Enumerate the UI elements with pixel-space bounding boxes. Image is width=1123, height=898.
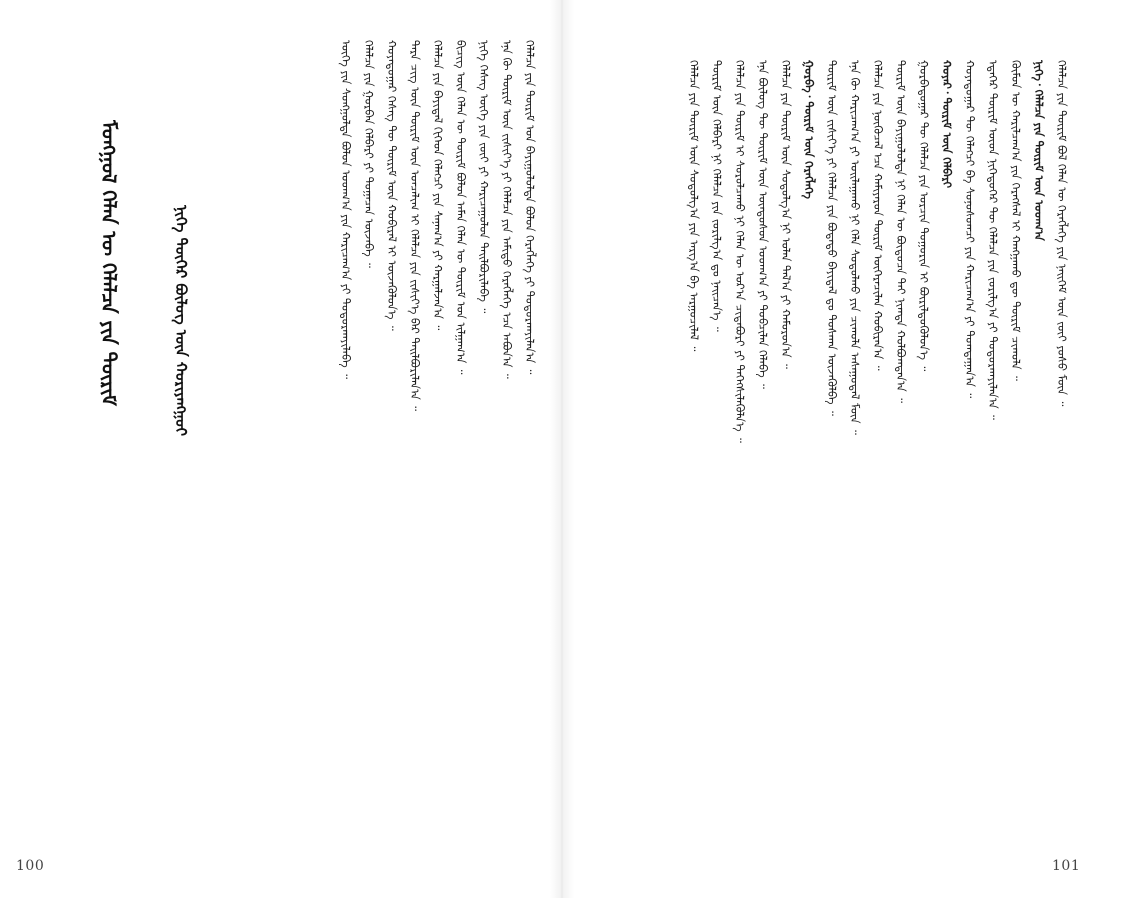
right-heading-1: ᠨᠢᠭᠡ᠂ ᠬᠡᠯᠡᠯᠴᠡ ᠶᠢᠨ ᠳᠦᠷᠢᠮ ᠦᠨ ᠤᠳᠬ᠎ᠠ bbox=[1032, 60, 1046, 241]
right-body-line-1: ᠬᠡᠯᠡᠯᠴᠡ ᠶᠢᠨ ᠳᠦᠷᠢᠮ ᠪᠣᠯ ᠬᠡᠯᠡᠨ ᠦ ᠬᠡᠷᠡᠭᠯᠡᠭᠡ ᠶᠢᠨ ᠨᠡᠢᠭᠡᠮ ᠦᠨ ᠵᠦᠢ ᠶᠣᠰᠣ ᠮᠥᠨ ᠃ bbox=[1055, 60, 1069, 407]
right-body-line-8: ᠡᠨᠡ ᠬᠦ ᠬᠠᠷᠢᠴᠠᠭ᠎ᠠ ᠶᠢ ᠣᠢᠯᠠᠭᠠᠬᠤ ᠨᠢ ᠬᠡᠯᠡ ᠰᠤᠳᠤᠯᠬᠤ ᠶᠢᠨ ᠴᠢᠬᠤᠯᠠ ᠠᠰᠠᠭᠤᠳᠠᠯ ᠮᠥᠨ ᠃ bbox=[848, 60, 862, 435]
left-body-line-4: ᠪᠢᠴᠢᠭ ᠦᠨ ᠬᠡᠯᠡᠨ ᠦ ᠳᠦᠷᠢᠮ ᠪᠣᠯᠣᠨ ᠠᠮᠠᠨ ᠬᠡᠯᠡᠨ ᠦ ᠳᠦᠷᠢᠮ ᠤᠨ ᠢᠯᠭᠠᠭ᠎ᠠ ᠃ bbox=[454, 40, 468, 375]
left-body-line-1: ᠬᠡᠯᠡᠯᠴᠡ ᠶᠢᠨ ᠳᠦᠷᠢᠮ ᠤᠨ ᠪᠠᠶᠢᠭᠤᠯᠤᠯᠲᠠ ᠪᠣᠯᠣᠨ ᠬᠡᠷᠡᠭᠯᠡᠭᠡ ᠶᠢ ᠲᠣᠳᠣᠷᠬᠠᠶᠢᠯᠠᠨ᠎ᠠ ᠃ bbox=[523, 40, 537, 375]
left-body-line-2: ᠡᠨᠡ ᠬᠦ ᠳᠦᠷᠢᠮ ᠦᠨ ᠵᠢᠱᠢᠶ᠎ᠡ ᠶᠢ ᠬᠡᠯᠡᠯᠴᠡ ᠶᠢᠨ ᠠᠮᠢᠳᠤ ᠬᠡᠷᠡᠭᠯᠡᠭᠡ ᠡᠴᠡ ᠠᠪᠤᠨ᠎ᠠ ᠃ bbox=[500, 40, 514, 379]
right-body-line-2: ᠬᠦᠮᠦᠨ ᠦ ᠬᠠᠷᠢᠯᠴᠠᠭ᠎ᠠ ᠶᠢᠨ ᠬᠡᠷᠡᠭᠰᠡᠯ ᠢ ᠬᠠᠩᠭᠠᠬᠤ ᠳᠦ ᠳᠦᠷᠢᠮ ᠴᠢᠬᠤᠯᠠ ᠃ bbox=[1009, 60, 1023, 381]
left-body-line-7: ᠬᠣᠶᠠᠳᠤᠭᠠᠷ ᠬᠡᠰᠡᠭ ᠲᠦ ᠳᠦᠷᠢᠮ ᠦᠨ ᠬᠤᠪᠢᠷᠠᠯ ᠢ ᠦᠵᠡᠭᠦᠯᠦᠨ᠎ᠡ ᠃ bbox=[385, 40, 399, 331]
right-body-line-11: ᠡᠨᠡ ᠪᠦᠯᠦᠭ ᠲᠦ ᠳᠦᠷᠢᠮ ᠦᠨ ᠦᠨᠳᠦᠰᠦᠨ ᠤᠳᠬ᠎ᠠ ᠶᠢ ᠲᠣᠪᠴᠢᠯᠠᠨ ᠬᠡᠯᠡᠪᠡ ᠃ bbox=[756, 60, 770, 389]
right-heading-2: ᠬᠣᠶᠠᠷ᠂ ᠳᠦᠷᠢᠮ ᠦᠨ ᠬᠡᠯᠪᠡᠷᠢ bbox=[940, 60, 954, 189]
page-number-right: 101 bbox=[1052, 858, 1081, 874]
right-heading-3: ᠭᠤᠷᠪᠠ᠂ ᠳᠦᠷᠢᠮ ᠦᠨ ᠬᠡᠷᠡᠭᠯᠡᠭᠡ bbox=[802, 60, 816, 199]
left-body-line-8: ᠬᠡᠯᠡᠯᠴᠡ ᠶᠢᠨ ᠭᠤᠷᠪᠠᠨ ᠬᠡᠯᠪᠡᠷᠢ ᠶᠢ ᠲᠣᠭᠠᠴᠠᠨ ᠦᠵᠡᠪᠡ ᠃ bbox=[362, 40, 376, 268]
chapter-title-line-1: ᠮᠣᠩᠭᠣᠯ ᠬᠡᠯᠡᠨ ᠦ ᠬᠡᠯᠡᠯᠴᠡ ᠶᠢᠨ ᠳᠦᠷᠢᠮ bbox=[97, 120, 121, 406]
page-number-left: 100 bbox=[16, 858, 45, 874]
left-body-line-5: ᠬᠡᠯᠡᠯᠴᠡ ᠶᠢᠨ ᠪᠠᠶᠢᠳᠠᠯ ᠬᠢᠭᠡᠳ ᠬᠡᠯᠡᠭᠴᠢ ᠶᠢᠨ ᠰᠠᠨᠠᠭ᠎ᠠ ᠶᠢ ᠬᠠᠷᠭᠠᠯᠵᠠᠨ᠎ᠠ ᠃ bbox=[431, 40, 445, 331]
right-body-line-12: ᠬᠡᠯᠡᠯᠴᠡ ᠶᠢᠨ ᠳᠦᠷᠢᠮ ᠢ ᠰᠤᠷᠤᠯᠴᠠᠬᠤ ᠨᠢ ᠬᠡᠯᠡᠨ ᠦ ᠤᠷ᠎ᠠ ᠴᠢᠳᠠᠪᠤᠷᠢ ᠶᠢ ᠳᠡᠭᠡᠭᠰᠢᠯᠡᠭᠦᠯᠨ᠎ᠡ ᠃ bbox=[733, 60, 747, 443]
right-body-line-4: ᠬᠣᠶᠠᠳᠤᠭᠠᠷ ᠲᠦ ᠬᠡᠯᠡᠭᠴᠢ ᠪᠠ ᠰᠣᠨᠣᠰᠣᠭᠴᠢ ᠶᠢᠨ ᠬᠠᠷᠢᠴᠠᠭ᠎ᠠ ᠶᠢ ᠲᠣᠭᠲᠠᠭᠠᠨ᠎ᠠ ᠃ bbox=[963, 60, 977, 399]
right-body-line-13: ᠳᠦᠷᠢᠮ ᠦᠨ ᠬᠡᠯᠪᠡᠷᠢ ᠨᠢ ᠬᠡᠯᠡᠯᠴᠡ ᠶᠢᠨ ᠵᠣᠷᠢᠯᠭ᠎ᠠ ᠳᠤ ᠨᠡᠢᠴᠡᠨ᠎ᠡ ᠃ bbox=[710, 60, 724, 332]
right-body-line-7: ᠬᠡᠯᠡᠯᠴᠡ ᠶᠢᠨ ᠨᠥᠬᠦᠴᠡᠯ ᠡᠴᠡ ᠬᠠᠮᠢᠶᠠᠷᠤᠨ ᠳᠦᠷᠢᠮ ᠥᠭᠡᠷᠡᠴᠢᠯᠡᠨ ᠬᠤᠪᠢᠷᠠᠨ᠎ᠠ ᠃ bbox=[871, 60, 885, 371]
left-page bbox=[0, 0, 561, 898]
left-body-line-3: ᠨᠢᠭᠡ ᠬᠡᠰᠡᠭ ᠦᠭᠡ ᠶᠢᠨ ᠵᠦᠢ ᠶᠢ ᠬᠠᠷᠢᠴᠠᠭᠤᠯᠤᠨ ᠲᠠᠢᠯᠪᠤᠷᠢᠯᠠᠪᠠ ᠃ bbox=[477, 40, 491, 314]
right-body-line-9: ᠳᠦᠷᠢᠮ ᠦᠨ ᠵᠢᠱᠢᠶ᠎ᠡ ᠶᠢ ᠬᠡᠯᠡᠯᠴᠡ ᠶᠢᠨ ᠪᠣᠳᠠᠲᠤ ᠪᠠᠶᠢᠳᠠᠯ ᠳᠤ ᠲᠤᠰᠬᠠᠨ ᠦᠵᠡᠭᠦᠯᠪᠡ ᠃ bbox=[825, 60, 839, 416]
right-body-line-6: ᠳᠦᠷᠢᠮ ᠦᠨ ᠪᠠᠶᠢᠭᠤᠯᠤᠯᠲᠠ ᠨᠢ ᠬᠡᠯᠡᠨ ᠦ ᠪᠦᠲᠦᠴᠡ ᠲᠡᠢ ᠨᠢᠭᠲᠠ ᠬᠣᠯᠪᠣᠭᠳᠠᠨ᠎ᠠ ᠃ bbox=[894, 60, 908, 403]
left-body-line-6: ᠲᠡᠷᠡ ᠴᠢᠭ ᠦᠨ ᠳᠦᠷᠢᠮ ᠦᠨ ᠣᠨᠴᠠᠯᠢᠭ ᠢ ᠬᠡᠯᠡᠯᠴᠡ ᠶᠢᠨ ᠵᠢᠱᠢᠶ᠎ᠡ ᠪᠡᠷ ᠲᠠᠢᠯᠪᠤᠷᠢᠯᠠᠨ᠎ᠠ ᠃ bbox=[408, 40, 422, 411]
right-page bbox=[562, 0, 1123, 898]
right-body-line-10: ᠬᠡᠯᠡᠯᠴᠡ ᠶᠢᠨ ᠳᠦᠷᠢᠮ ᠦᠨ ᠰᠤᠳᠤᠯᠭ᠎ᠠ ᠨᠢ ᠣᠯᠠᠨ ᠲᠠᠯ᠎ᠠ ᠶᠢ ᠬᠠᠮᠤᠷᠤᠨ᠎ᠠ ᠃ bbox=[779, 60, 793, 369]
right-body-line-5: ᠭᠤᠷᠪᠠᠳᠤᠭᠠᠷ ᠲᠦ ᠬᠡᠯᠡᠯᠴᠡ ᠶᠢᠨ ᠣᠷᠴᠢᠨ ᠲᠣᠭᠣᠷᠢᠨ ᠢ ᠪᠦᠷᠢᠯᠳᠦᠭᠦᠯᠦᠨ᠎ᠡ ᠃ bbox=[917, 60, 931, 372]
right-body-line-14: ᠬᠡᠯᠡᠯᠴᠡ ᠶᠢᠨ ᠳᠦᠷᠢᠮ ᠦᠨ ᠰᠤᠳᠤᠯᠭ᠎ᠠ ᠶᠢᠨ ᠠᠷᠭ᠎ᠠ ᠪᠠ ᠠᠷᠭᠤᠴᠢᠯᠠᠯ ᠃ bbox=[687, 60, 701, 352]
right-body-line-3: ᠡᠳᠡᠭᠡᠷ ᠳᠦᠷᠢᠮ ᠦᠳ ᠨᠢᠭᠡᠳᠦᠭᠡᠷ ᠲᠦ ᠬᠡᠯᠡᠯᠴᠡ ᠶᠢᠨ ᠵᠣᠷᠢᠯᠭ᠎ᠠ ᠶᠢ ᠲᠣᠳᠣᠷᠬᠠᠶᠢᠯᠠᠨ᠎ᠠ ᠃ bbox=[986, 60, 1000, 420]
book-gutter bbox=[550, 0, 574, 898]
chapter-title-line-2: ᠨᠢᠭᠡ ᠳᠦᠭᠡᠷ ᠪᠦᠯᠦᠭ ᠦᠨ ᠬᠤᠷᠢᠶᠠᠩᠭᠤᠢ bbox=[172, 205, 190, 437]
left-body-line-9: ᠦᠭᠡ ᠶᠢᠨ ᠰᠣᠩᠭᠤᠯᠲᠠ ᠪᠣᠯᠣᠨ ᠤᠳᠬ᠎ᠠ ᠶᠢᠨ ᠬᠠᠷᠢᠴᠠᠭ᠎ᠠ ᠶᠢ ᠲᠣᠳᠣᠷᠬᠠᠶᠢᠯᠠᠪᠠ ᠃ bbox=[339, 40, 353, 379]
